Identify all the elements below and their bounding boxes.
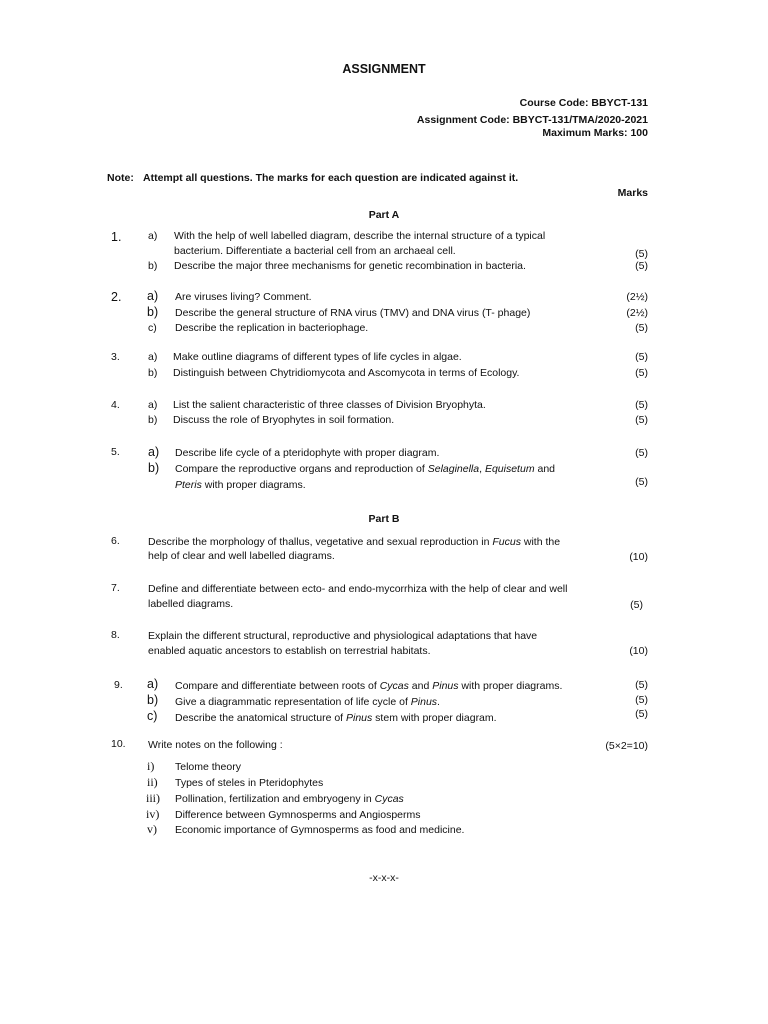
- question-number: 6.: [111, 535, 120, 547]
- question-text: Describe the anatomical structure of Pinus stem with proper diagram.: [175, 712, 497, 724]
- question-marks: (2½): [626, 291, 648, 303]
- list-item-label: v): [147, 822, 157, 836]
- list-item: Types of steles in Pteridophytes: [175, 777, 324, 789]
- question-text: Describe the replication in bacteriophage.: [175, 322, 369, 334]
- question-marks: (5): [635, 476, 648, 488]
- question-marks: (5): [630, 599, 643, 611]
- marks-heading: Marks: [617, 187, 648, 199]
- question-text: Explain the different structural, reproductive and physiological adaptations that have: [148, 630, 538, 642]
- option-label: b): [148, 414, 158, 426]
- question-text: Discuss the role of Bryophytes in soil formation.: [173, 414, 395, 426]
- option-label: a): [148, 351, 158, 363]
- question-marks: (5): [635, 399, 648, 411]
- option-label: b): [148, 260, 158, 272]
- question-marks: (5): [635, 694, 648, 706]
- question-text: Distinguish between Chytridiomycota and Ascomycota in terms of Ecology.: [173, 367, 520, 379]
- question-text: Describe life cycle of a pteridophyte with proper diagram.: [175, 447, 440, 459]
- question-marks: (5): [635, 260, 648, 272]
- course-code: Course Code: BBYCT-131: [519, 97, 648, 109]
- question-number: 1.: [111, 230, 122, 244]
- option-label: b): [148, 367, 158, 379]
- question-text: bacterium. Differentiate a bacterial cell from an archaeal cell.: [174, 245, 456, 257]
- list-item-label: ii): [147, 775, 158, 789]
- question-marks: (2½): [626, 307, 648, 319]
- question-marks: (5): [635, 679, 648, 691]
- question-text: Give a diagrammatic representation of life cycle of Pinus.: [175, 696, 440, 708]
- note-text: Attempt all questions. The marks for each question are indicated against it.: [143, 172, 519, 184]
- part-b-heading: Part B: [368, 513, 400, 525]
- question-number: 3.: [111, 351, 120, 363]
- question-text: Make outline diagrams of different types of life cycles in algae.: [173, 351, 462, 363]
- part-a-heading: Part A: [368, 209, 400, 221]
- question-text: List the salient characteristic of three classes of Division Bryophyta.: [173, 399, 486, 411]
- option-label: b): [148, 461, 160, 475]
- question-marks: (5): [635, 414, 648, 426]
- note-label: Note:: [107, 172, 134, 184]
- question-text: labelled diagrams.: [148, 598, 234, 610]
- question-marks: (5): [635, 248, 648, 260]
- question-text: Write notes on the following :: [148, 739, 283, 751]
- question-marks: (5×2=10): [605, 740, 648, 752]
- list-item: Pollination, fertilization and embryogeny in Cycas: [175, 793, 404, 805]
- question-text: With the help of well labelled diagram, describe the internal structure of a typical: [174, 230, 546, 242]
- question-text: help of clear and well labelled diagrams.: [148, 550, 335, 562]
- question-text: enabled aquatic ancestors to establish on terrestrial habitats.: [148, 645, 431, 657]
- list-item-label: i): [147, 759, 155, 773]
- list-item: Difference between Gymnosperms and Angiosperms: [175, 809, 421, 821]
- question-text: Describe the morphology of thallus, vegetative and sexual reproduction in Fucus with the: [148, 536, 561, 548]
- option-label: c): [147, 709, 158, 723]
- question-marks: (5): [635, 322, 648, 334]
- option-label: c): [148, 322, 157, 334]
- question-text: Compare the reproductive organs and reproduction of Selaginella, Equisetum and: [175, 463, 555, 475]
- option-label: a): [147, 289, 159, 303]
- question-text: Are viruses living? Comment.: [175, 291, 312, 303]
- page-title: ASSIGNMENT: [342, 62, 426, 76]
- option-label: b): [147, 693, 159, 707]
- list-item-label: iii): [146, 791, 160, 805]
- question-number: 7.: [111, 582, 120, 594]
- question-number: 10.: [111, 738, 126, 750]
- question-text: Pteris with proper diagrams.: [175, 479, 306, 491]
- question-number: 2.: [111, 290, 122, 304]
- question-marks: (5): [635, 367, 648, 379]
- question-text: Define and differentiate between ecto- and endo-mycorrhiza with the help of clear and well: [148, 583, 568, 595]
- option-label: a): [147, 677, 159, 691]
- list-item: Economic importance of Gymnosperms as food and medicine.: [175, 824, 465, 836]
- question-number: 8.: [111, 629, 120, 641]
- option-label: a): [148, 399, 158, 411]
- option-label: b): [147, 305, 159, 319]
- question-marks: (10): [629, 551, 648, 563]
- question-text: Describe the major three mechanisms for genetic recombination in bacteria.: [174, 260, 526, 272]
- question-text: Describe the general structure of RNA virus (TMV) and DNA virus (T- phage): [175, 307, 531, 319]
- question-marks: (5): [635, 351, 648, 363]
- option-label: a): [148, 230, 158, 242]
- assignment-code: Assignment Code: BBYCT-131/TMA/2020-2021: [416, 114, 648, 126]
- question-marks: (10): [629, 645, 648, 657]
- question-text: Compare and differentiate between roots of Cycas and Pinus with proper diagrams.: [175, 680, 563, 692]
- maximum-marks: Maximum Marks: 100: [542, 127, 648, 139]
- question-number: 9.: [114, 679, 123, 691]
- question-marks: (5): [635, 708, 648, 720]
- question-number: 5.: [111, 446, 120, 458]
- footer-mark: -x-x-x-: [369, 872, 399, 884]
- list-item: Telome theory: [175, 761, 241, 773]
- question-marks: (5): [635, 447, 648, 459]
- question-number: 4.: [111, 399, 120, 411]
- list-item-label: iv): [146, 807, 160, 821]
- option-label: a): [148, 445, 160, 459]
